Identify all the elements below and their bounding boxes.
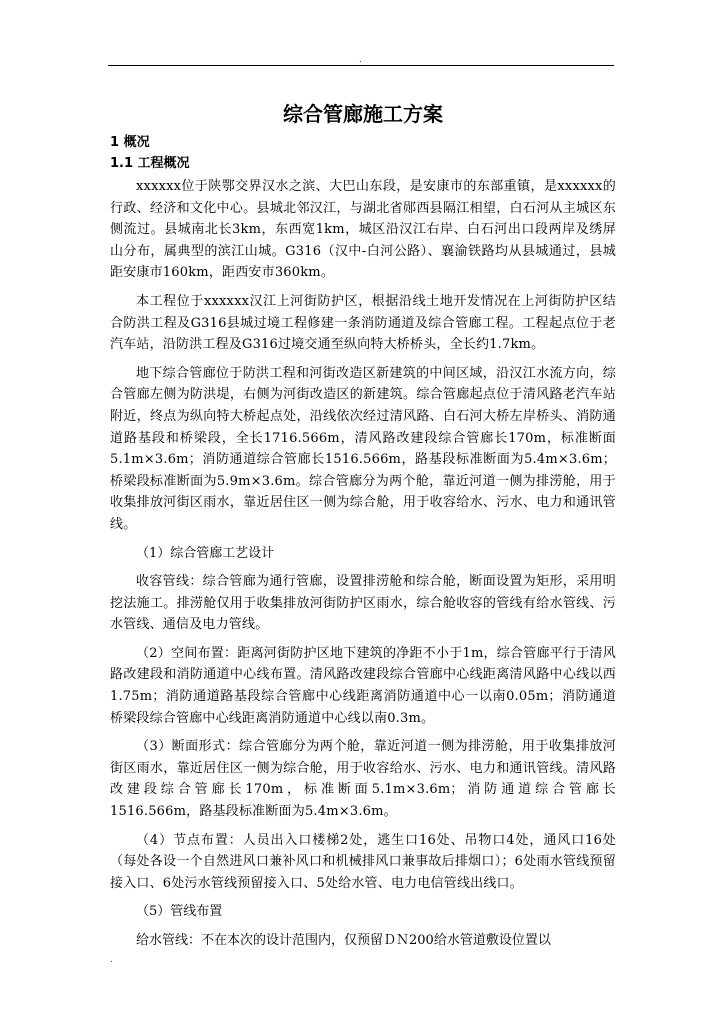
paragraph-location: 本工程位于xxxxxx汉江上河街防护区，根据沿线土地开发情况在上河街防护区结合防洪工程及G316县城过境工程修建一条消防通道及综合管廊工程。工程起点位于老汽车站，沿防洪工程及G316过境交通至纵向特大桥桥头，全长约1.7km。 bbox=[110, 293, 616, 353]
item2-text: （2）空间布置：距离河街防护区地下建筑的净距不小于1m，综合管廊平行于清风路改建段和消防通道中心线布置。清风路改建段综合管廊中心线距离清风路中心线以西1.75m；消防通道路基段综合管廊中心线距离消防通道中心一以南0.05m；消防通道桥梁段综合管廊中心线距离消防通道中心线以南0.3m。 bbox=[110, 645, 616, 726]
item5-heading: （5）管线布置 bbox=[136, 904, 223, 920]
footer-mark: . bbox=[110, 955, 113, 965]
item4-text: （4）节点布置：人员出入口楼梯2处，逃生口16处、吊物口4处，通风口16处（每处各设一个自然进风口兼补风口和机械排风口兼事故后排烟口）；6处雨水管线预留接入口、6处污水管线预留接入口、5处给水管、电力电信管线出线口。 bbox=[110, 832, 616, 891]
subsection-heading: 1.1 工程概况 bbox=[110, 156, 190, 171]
item5-text: 给水管线：不在本次的设计范围内，仅预留ＤＮ200给水管道敷设位置以 bbox=[136, 933, 551, 948]
item1-text: 收容管线：综合管廊为通行管廊，设置排涝舱和综合舱，断面设置为矩形，采用明挖法施工。排涝舱仅用于收集排放河街防护区雨水，综合舱收容的管线有给水管线、污水管线、通信及电力管线。 bbox=[110, 574, 616, 633]
header-rule bbox=[108, 65, 614, 66]
paragraph-corridor: 地下综合管廊位于防洪工程和河街改造区新建筑的中间区域，沿汉江水流方向，综合管廊左侧为防洪堤，右侧为河街改造区的新建筑。综合管廊起点位于清风路老汽车站附近，终点为纵向特大桥起点处，沿线依次经过清风路、白石河大桥左岸桥头、消防通道路基段和桥梁段，全长1716.566m，清风路改建段综合管廊长170m，标准断面5.1m×3.6m；消防通道综合管廊长1516.566m，路基段标准断面为5.4m×3.6m；桥梁段标准断面为5.9m×3.6m。综合管廊分为两个舱，靠近河道一侧为排涝舱，用于收集排放河街区雨水，靠近居住区一侧为综合舱，用于收容给水、污水、电力和通讯管线。 bbox=[110, 365, 616, 532]
paragraph-overview: xxxxxx位于陕鄂交界汉水之滨、大巴山东段，是安康市的东部重镇，是xxxxxx的行政、经济和文化中心。县城北邻汉江，与湖北省郧西县隔江相望，白石河从主城区东侧流过。县城南北长3km，东西宽1km，城区沿汉江右岸、白石河出口段两岸及绣屏山分布，属典型的滨江山城。G316（汉中-白河公路）、襄渝铁路均从县城通过，县城距安康市160km，距西安市360km。 bbox=[110, 179, 616, 281]
item3-text: （3）断面形式：综合管廊分为两个舱，靠近河道一侧为排涝舱，用于收集排放河街区雨水，靠近居住区一侧为综合舱，用于收容给水、污水、电力和通讯管线。清风路改建段综合管廊长170m，标准断面5.1m×3.6m；消防通道综合管廊长1516.566m，路基段标准断面为5.4m×3.6m。 bbox=[110, 739, 616, 820]
document-body bbox=[110, 100, 616, 952]
item1-heading: （1）综合管廊工艺设计 bbox=[136, 545, 275, 561]
document-title: 综合管廊施工方案 bbox=[283, 102, 443, 126]
header-mark: . bbox=[359, 55, 362, 65]
section-heading: 1 概况 bbox=[110, 135, 150, 150]
